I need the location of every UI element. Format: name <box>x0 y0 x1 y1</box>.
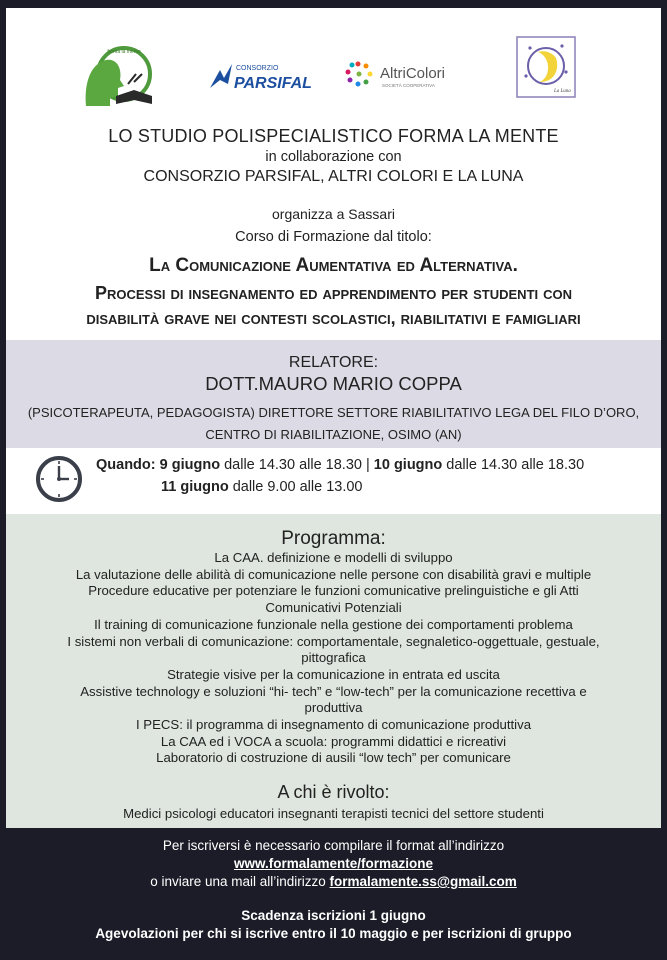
time-day2: dalle 14.30 alle 18.30 <box>442 457 585 473</box>
altricolori-logo <box>344 56 474 96</box>
list-item: Strategie visive per la comunicazione in entrata ed uscita <box>167 666 500 682</box>
speaker-section <box>6 340 661 448</box>
la-luna-text: La Luna <box>554 89 571 94</box>
email-line <box>0 874 667 889</box>
time-day1: dalle 14.30 alle 18.30 | <box>220 457 374 473</box>
parsifal-logo <box>206 58 324 98</box>
speaker-name: DOTT.MAURO MARIO COPPA <box>205 373 462 394</box>
list-item: I sistemi non verbali di comunicazione: comportamentale, segnaletico-oggettuale, gestuale, <box>67 633 600 649</box>
when-label: Quando: <box>96 457 156 473</box>
organizer-heading: LO STUDIO POLISPECIALISTICO FORMA LA MENTE <box>108 126 559 146</box>
date-day2: 10 giugno <box>373 457 443 473</box>
altricolori-small-text: SOCIETÀ COOPERATIVA <box>382 83 435 88</box>
program-section <box>6 514 661 828</box>
list-item: La CAA ed i VOCA a scuola: programmi didattici e ricreativi <box>160 733 507 749</box>
list-item: Procedure educative per potenziare le funzioni comunicative prelinguistiche e gli Atti <box>88 583 579 599</box>
audience-text: Medici psicologi educatori insegnanti terapisti tecnici del settore studenti <box>123 806 544 821</box>
dates-line1 <box>96 457 656 473</box>
program-list <box>24 550 643 767</box>
dates-section <box>6 448 661 514</box>
dots-icon <box>346 62 373 87</box>
audience-title: A chi è rivolto: <box>277 782 390 802</box>
time-day3: dalle 9.00 alle 13.00 <box>228 479 363 495</box>
deadline-text: Scadenza iscrizioni 1 giugno <box>241 908 426 923</box>
logos-row <box>6 36 661 116</box>
speaker-desc-line1: (PSICOTERAPEUTA, PEDAGOGISTA) DIRETTORE SETTORE RIABILITATIVO LEGA DEL FILO D’ORO, <box>27 405 640 420</box>
dates-line2 <box>161 479 641 495</box>
speaker-desc-line2: CENTRO DI RIABILITAZIONE, OSIMO (AN) <box>205 427 462 442</box>
course-title-line3: disabilità grave nei contesti scolastici, riabilitativi e famigliari <box>86 308 581 328</box>
course-title-line1: La Comunicazione Aumentativa ed Alternativa. <box>149 255 518 276</box>
course-title-line2: Processi di insegnamento ed apprendimento per studenti con <box>94 283 573 303</box>
speaker-label: RELATORE: <box>288 354 379 371</box>
list-item: La valutazione delle abilità di comunicazione nelle persone con disabilità gravi e multiple <box>75 566 592 582</box>
list-item: La CAA. definizione e modelli di sviluppo <box>214 550 453 565</box>
parsifal-main-text: PARSIFAL <box>234 75 312 92</box>
speaker-description <box>6 402 661 446</box>
email-prefix: o inviare una mail all’indirizzo <box>150 874 330 889</box>
logo1-text: forma la mente <box>107 49 141 55</box>
registration-instructions: Per iscriversi è necessario compilare il format all’indirizzo <box>162 838 505 853</box>
parsifal-small-text: CONSORZIO <box>236 65 279 72</box>
list-item: Comunicativi Potenziali <box>265 600 402 616</box>
flyer-sheet <box>6 8 661 828</box>
list-item: produttiva <box>304 700 363 716</box>
list-item: Assistive technology e soluzioni “hi- tech” e “low-tech” per la comunicazione recettiva e <box>80 683 587 699</box>
date-day3: 11 giugno <box>161 479 229 495</box>
course-title-subtitle <box>6 281 661 331</box>
list-item: Laboratorio di costruzione di ausili “low tech” per comunicare <box>156 750 511 766</box>
list-item: pittografica <box>301 650 366 666</box>
email-link[interactable]: formalamente.ss@gmail.com <box>329 874 517 889</box>
partners-heading: CONSORZIO PARSIFAL, ALTRI COLORI E LA LUNA <box>143 168 524 185</box>
discount-text: Agevolazioni per chi si iscrive entro il 10 maggio e per iscrizioni di gruppo <box>95 926 572 941</box>
course-intro: Corso di Formazione dal titolo: <box>235 229 432 245</box>
la-luna-logo <box>516 36 576 98</box>
program-title: Programma: <box>281 528 386 549</box>
list-item: Il training di comunicazione funzionale nella gestione dei comportamenti problema <box>94 616 573 632</box>
forma-la-mente-logo <box>76 44 158 112</box>
clock-icon <box>34 454 84 504</box>
registration-link[interactable]: www.formalamente/formazione <box>233 856 434 871</box>
location-text: organizza a Sassari <box>272 206 395 222</box>
date-day1: 9 giugno <box>159 457 221 473</box>
collaboration-text: in collaborazione con <box>265 149 402 165</box>
altricolori-main-text: AltriColori <box>380 65 446 82</box>
list-item: I PECS: il programma di insegnamento di comunicazione produttiva <box>135 717 532 733</box>
